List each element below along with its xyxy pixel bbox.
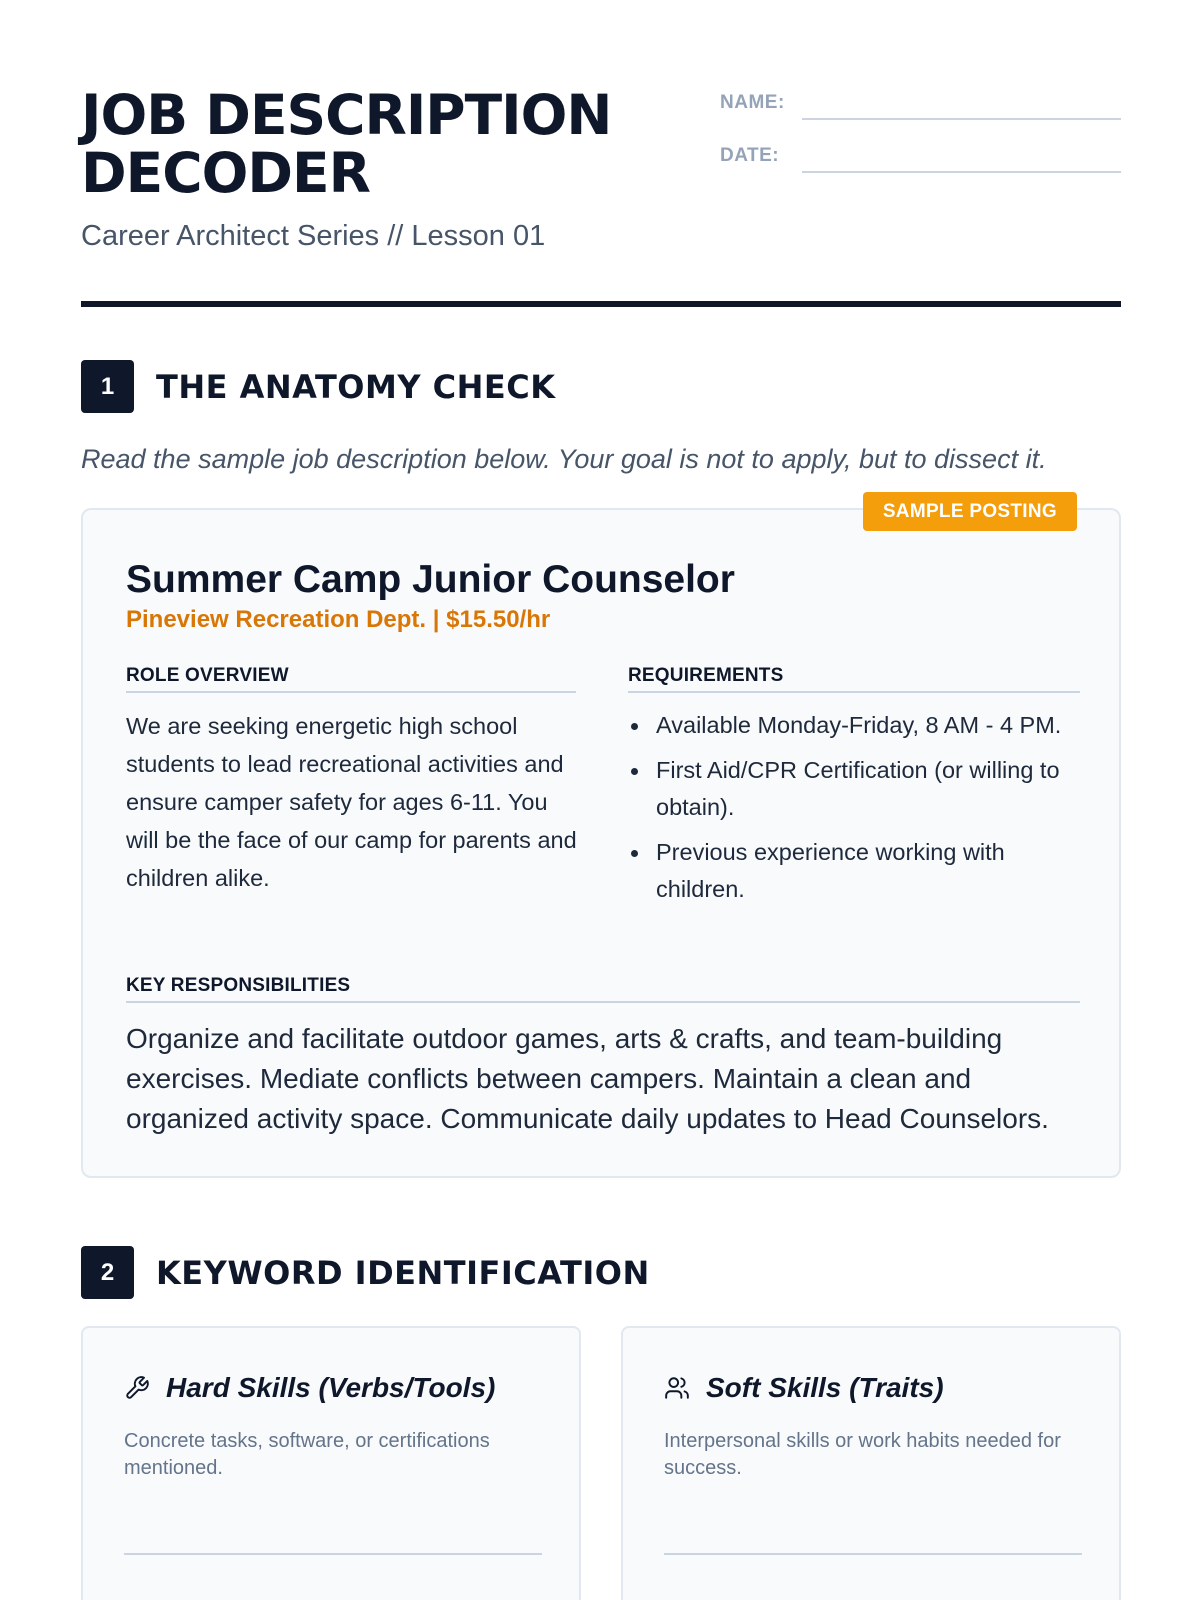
date-row <box>720 139 1121 173</box>
page-title <box>81 83 681 205</box>
section-title: THE ANATOMY CHECK <box>156 367 556 406</box>
page-subtitle: Career Architect Series // Lesson 01 <box>81 220 546 252</box>
header-divider <box>81 301 1121 307</box>
worksheet-header <box>81 0 1121 305</box>
hard-skills-label: Hard Skills (Verbs/Tools) <box>166 1372 496 1403</box>
section-1-heading <box>81 360 556 413</box>
employer-and-pay: Pineview Recreation Dept. | $15.50/hr <box>126 606 551 633</box>
section-number-badge: 2 <box>81 1246 134 1299</box>
users-icon <box>664 1375 690 1401</box>
responsibilities-text: Organize and facilitate outdoor games, arts & crafts, and team-building exercises. Mediate conflicts between campers. Maintain a clean and organized activity space. Communicate daily updates to Head Counselors. <box>126 1023 1049 1134</box>
requirements-heading: REQUIREMENTS <box>628 665 1080 693</box>
job-title: Summer Camp Junior Counselor <box>126 558 735 601</box>
role-overview-text: We are seeking energetic high school students to lead recreational activities and ensure camper safety for ages 6-11. You will be the face of our camp for parents and children alike. <box>126 713 577 891</box>
date-label: DATE: <box>720 145 780 166</box>
hard-skills-answer-line[interactable] <box>124 1553 542 1555</box>
requirements-list <box>628 707 1080 916</box>
name-field[interactable] <box>802 86 1121 120</box>
sample-posting-card <box>81 501 1121 1178</box>
role-overview-heading: ROLE OVERVIEW <box>126 665 576 693</box>
soft-skills-answer-line[interactable] <box>664 1553 1082 1555</box>
sample-posting-badge: SAMPLE POSTING <box>863 492 1077 531</box>
hard-skills-description: Concrete tasks, software, or certifications mentioned. <box>124 1430 490 1479</box>
section-title: KEYWORD IDENTIFICATION <box>156 1253 650 1292</box>
list-item: First Aid/CPR Certification (or willing to obtain). <box>628 752 1080 826</box>
responsibilities-heading: KEY RESPONSIBILITIES <box>126 975 1080 1003</box>
title-line-1: JOB DESCRIPTION <box>81 83 612 147</box>
student-info <box>720 86 1121 192</box>
section-instructions: Read the sample job description below. Your goal is not to apply, but to dissect it. <box>81 444 1047 474</box>
soft-skills-description: Interpersonal skills or work habits needed for success. <box>664 1430 1061 1479</box>
list-item: Available Monday-Friday, 8 AM - 4 PM. <box>628 707 1080 744</box>
date-field[interactable] <box>802 139 1121 173</box>
name-label: NAME: <box>720 92 785 113</box>
wrench-icon <box>124 1375 150 1401</box>
title-line-2: DECODER <box>81 141 370 205</box>
name-row <box>720 86 1121 120</box>
worksheet-page <box>81 0 1121 1479</box>
section-2-heading <box>81 1246 650 1299</box>
list-item: Previous experience working with children. <box>628 834 1080 908</box>
soft-skills-label: Soft Skills (Traits) <box>706 1372 944 1403</box>
soft-skills-title <box>664 1372 944 1404</box>
soft-skills-card <box>621 1326 1121 1600</box>
section-number-badge: 1 <box>81 360 134 413</box>
hard-skills-title <box>124 1372 495 1404</box>
hard-skills-card <box>81 1326 581 1600</box>
